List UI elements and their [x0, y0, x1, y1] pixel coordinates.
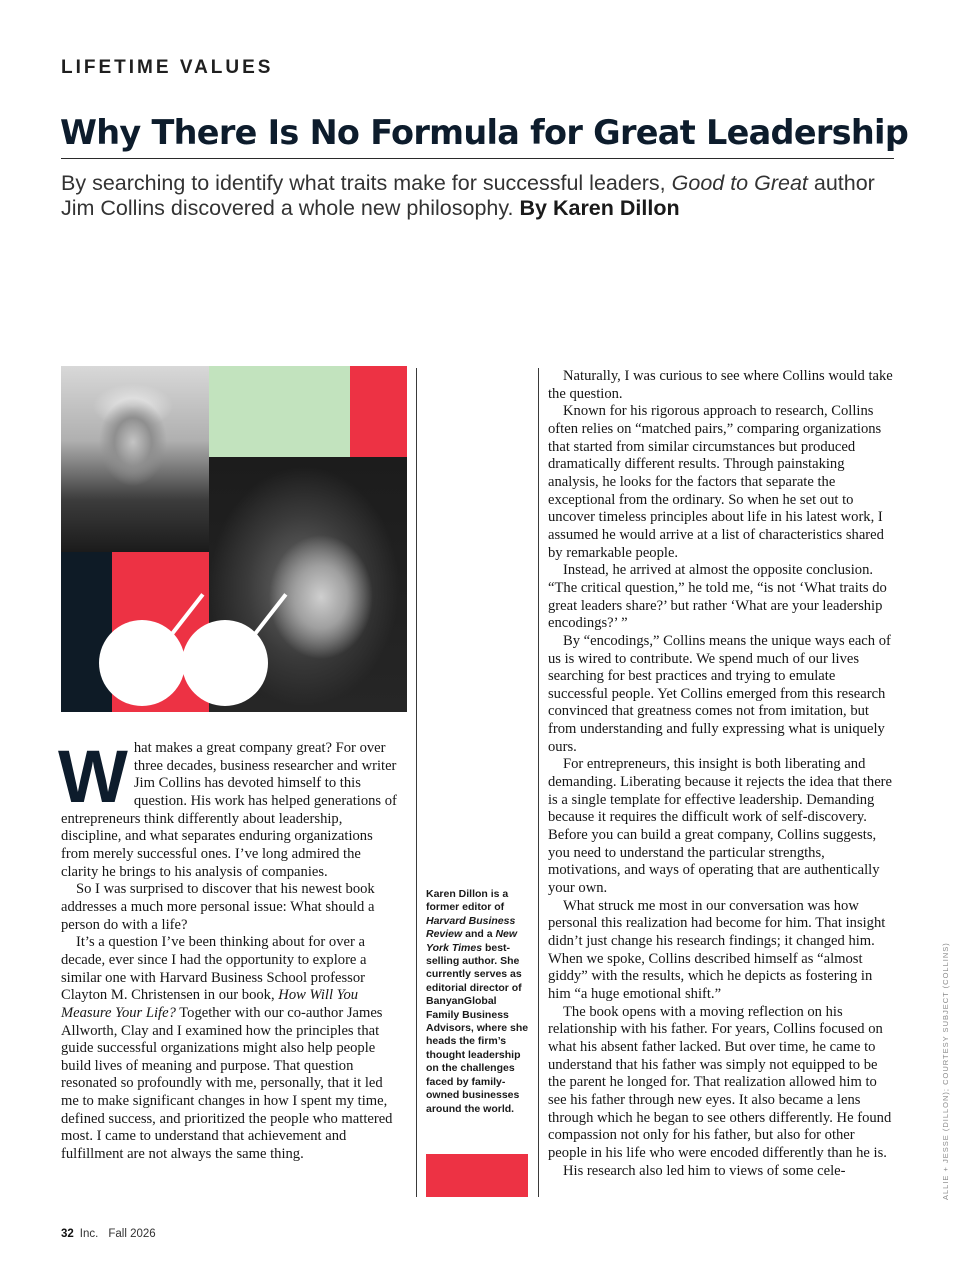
paragraph-text: Together with our co-author James Allworth, Clay and I examined how the principles that guide successful organizations might also help people build lives of meaning and purpose. That question resonated so profoundly with me, personally, that it led me to make significant changes in how I spent my time, defined success, and prioritized the people who mattered most. I came to understand that achievement and fulfillment are not always the same thing. — [61, 1004, 393, 1163]
column-rule-right — [538, 368, 539, 1197]
photo-credit: ALLIE + JESSE (DILLON); COURTESY SUBJECT (COLLINS) — [941, 942, 950, 1200]
portrait-collage — [61, 366, 407, 712]
bio-text: and a — [462, 928, 496, 941]
publication-name: New York Times — [426, 928, 518, 954]
dek-text-1: By searching to identify what traits make for successful leaders, — [61, 171, 672, 195]
headline-rule — [61, 158, 894, 159]
bio-text: best-selling author. She currently serves as editorial director of BanyanGlobal Family Business Advisors, where she heads the firm’s thought leadership on the challenges faced by family-owned businesses around the world. — [426, 941, 529, 1115]
book-title: How Will You Measure Your Life? — [61, 987, 359, 1021]
body-paragraph: The book opens with a moving reflection on his relationship with his father. For years, Collins focused on what his absent father lacked. But over time, he came to understand that his father was simply not equipped to be the parent he longed for. That realization allowed him to see his father through new eyes. It also became a lens through which he began to see others differently. He found compassion not only for his father, but also for other people in his life who were encoded differently than he is. — [548, 1003, 892, 1161]
dek-text-2: author Jim Collins discovered a whole new philosophy. — [61, 171, 875, 220]
body-paragraph: By “encodings,” Collins means the unique ways each of us is wired to contribute. We spend much of our lives searching for best practices and trying to emulate successful people. Yet Collins emerged from this research convinced that greatness comes not from imitation, but from understanding and fully expressing what is uniquely ours. — [548, 632, 891, 755]
bio-text: Karen Dillon is a former editor of — [426, 888, 509, 914]
body-column-2 — [548, 368, 894, 1180]
paragraph-text: It’s a question I’ve been thinking about for over a decade, ever since I had the opportunity to explore a similar one with Harvard Business School professor Clayton M. Christensen in our book, — [61, 934, 367, 1004]
collins-photo — [61, 366, 209, 552]
quote-mark-icon — [99, 620, 185, 706]
issue-date: Fall 2026 — [108, 1228, 156, 1240]
article-dek — [61, 171, 901, 221]
paragraph-text: hat makes a great company great? For over three decades, business researcher and writer Jim Collins has devoted himself to this question. His work has helped generations of entrepreneurs think differently about leadership, discipline, and what separates enduring organizations from merely successful ones. I’ve long admired the clarity he brings to his analysis of companies. — [61, 740, 397, 880]
red-block-top — [350, 366, 407, 457]
byline: By Karen Dillon — [519, 196, 680, 220]
body-paragraph: Known for his rigorous approach to research, Collins often relies on “matched pairs,” comparing organizations that started from similar circumstances but produced dramatically different results. Through painstaking analysis, he looks for the factors that separate the exceptional from the ordinary. So when he set out to uncover timeless principles about life in his latest work, I assumed he would arrive at a list of characteristics shared by remarkable people. — [548, 403, 884, 561]
quote-mark-icon-2 — [182, 620, 268, 706]
body-paragraph: Naturally, I was curious to see where Collins would take the question. — [548, 368, 893, 402]
body-column-1 — [58, 735, 401, 1164]
body-paragraph — [58, 735, 401, 881]
page-number: 32 — [61, 1228, 74, 1240]
bio-accent-block — [426, 1154, 528, 1197]
body-paragraph: So I was surprised to discover that his newest book addresses a much more personal issue: What should a person do with a life? — [61, 881, 375, 933]
body-paragraph: What struck me most in our conversation was how personal this realization had become for him. That insight didn’t just change his research findings; it changed him. When we spoke, Collins described himself as “almost giddy” with the results, which he depicts as fostering in him “a huge emotional shift.” — [548, 897, 886, 1002]
publication-name: Harvard Business Review — [426, 914, 516, 941]
author-bio — [426, 888, 530, 1116]
navy-block — [61, 552, 112, 712]
drop-cap: W — [58, 735, 128, 818]
body-paragraph: For entrepreneurs, this insight is both liberating and demanding. Liberating because it rejects the idea that there is a single template for effective leadership. Demanding because it requires the difficult work of self-discovery. Before you can build a great company, Collins suggests, you need to understand the particular strengths, motivations, and ways of operating that are authentically your own. — [548, 756, 893, 897]
magazine-name: Inc. — [79, 1228, 99, 1240]
body-paragraph: His research also led him to views of some cele- — [563, 1162, 846, 1179]
article-headline: Why There Is No Formula for Great Leadership — [60, 113, 909, 152]
dek-book-title: Good to Great — [671, 171, 808, 195]
column-rule-left — [416, 368, 417, 1197]
body-paragraph — [61, 934, 401, 1164]
page-footer — [61, 1228, 156, 1240]
green-block — [209, 366, 350, 457]
section-kicker: LIFETIME VALUES — [61, 57, 274, 78]
body-paragraph: Instead, he arrived at almost the opposite conclusion. “The critical question,” he told me, “is not ‘What traits do great leaders share?’ but rather ‘What are your leadership encodings?’ ” — [548, 562, 887, 632]
